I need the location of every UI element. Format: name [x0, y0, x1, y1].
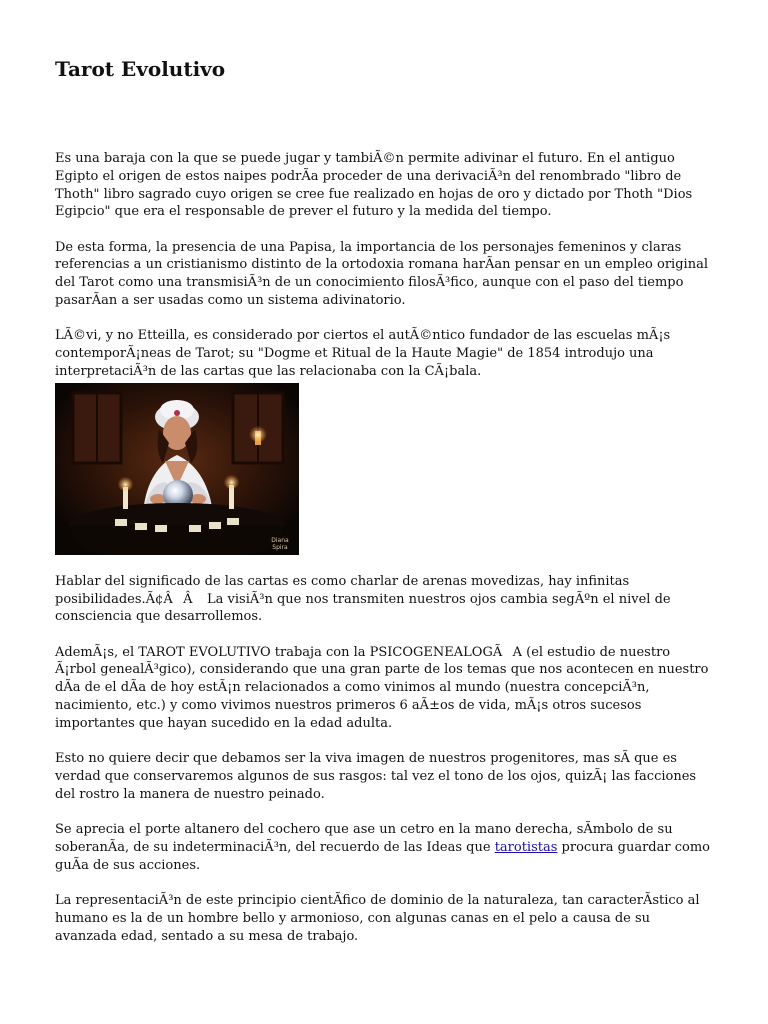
tarotistas-link[interactable]: tarotistas	[494, 839, 558, 855]
paragraph-representacion: La representaciÃ³n de este principio cientÃfico de dominio de la naturaleza, tan caracterÃstico al humano es la de un hombre bello y armonioso, con algunas canas en el pelo a causa de su avanzada edad, sentado a su mesa de trabajo.	[55, 892, 700, 944]
paragraph-significado: Hablar del significado de las cartas es como charlar de arenas movedizas, hay infinitas posibilidades.Ã¢ÂÂ La visiÃ³n que nos transmiten nuestros ojos cambia segÃºn el nivel de consciencia que desarrollemos.	[55, 573, 671, 625]
paragraph-egypt-origin: Es una baraja con la que se puede jugar y tambiÃ©n permite adivinar el futuro. En el antiguo Egipto el origen de estos naipes podrÃa proceder de una derivaciÃ³n del renombrado "libro de Thoth" libro sagrado cuyo origen se cree fue realizado en hojas de oro y dictado por Thoth "Dios Egipcio" que era el responsable de prever el futuro y la medida del tiempo.	[55, 151, 693, 220]
paragraph-levi: LÃ©vi, y no Etteilla, es considerado por ciertos el autÃ©ntico fundador de las escuelas mÃ¡s contemporÃ¡neas de Tarot; su "Dogme et Ritual de la Haute Magie" de 1854 introdujo una interpretaciÃ³n de las cartas que las relacionaba con la CÃ¡bala.	[55, 328, 671, 379]
cochero-text-after: procura guardar como guÃa de sus acciones.	[55, 839, 710, 873]
paragraph-papisa: De esta forma, la presencia de una Papisa, la importancia de los personajes femeninos y claras referencias a un cristianismo distinto de la ortodoxia romana harÃan pensar en un empleo original del Tarot como una transmisiÃ³n de un conocimiento filosÃ³fico, aunque con el paso del tiempo pasarÃan a ser usadas como un sistema adivinatorio.	[55, 239, 708, 309]
fortune-teller-illustration	[55, 383, 299, 555]
paragraph-progenitores: Esto no quiere decir que debamos ser la viva imagen de nuestros progenitores, mas sÃ que es verdad que conservaremos algunos de sus rasgos: tal vez el tono de los ojos, quizÃ¡ las facciones del rostro la manera de nuestro peinado.	[55, 751, 697, 802]
fortune-teller-image	[55, 383, 299, 555]
cochero-text-before: Se aprecia el porte altanero del cochero que ase un cetro en la mano derecha, sÃmbolo de su soberanÃa, de su indeterminaciÃ³n, del recuerdo de las Ideas que	[55, 822, 673, 855]
article-body	[55, 150, 715, 945]
paragraph-psicogenealogia: AdemÃ¡s, el TAROT EVOLUTIVO trabaja con la PSICOGENEALOGÃA (el estudio de nuestro Ã¡rbol genealÃ³gico), considerando que una gran parte de los temas que nos acontecen en nuestro dÃa de el dÃa de hoy estÃ¡n relacionados a como vinimos al mundo (nuestra concepciÃ³n, nacimiento, etc.) y como vivimos nuestros primeros 6 aÃ±os de vida, mÃ¡s otros sucesos importantes que hayan sucedido en la edad adulta.	[55, 644, 709, 731]
page-title: Tarot Evolutivo	[55, 57, 226, 81]
image-signature: Diana Spira	[271, 536, 289, 551]
paragraph-cochero	[55, 821, 715, 874]
